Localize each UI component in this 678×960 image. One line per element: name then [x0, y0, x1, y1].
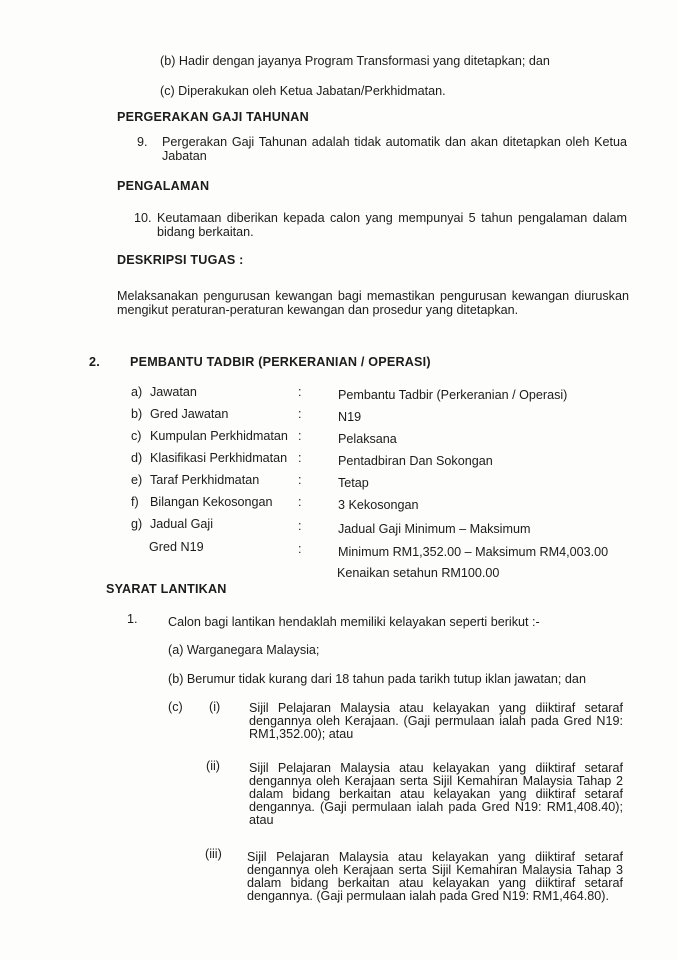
row-value: Pembantu Tadbir (Perkeranian / Operasi)	[338, 388, 568, 402]
subitem-text: Sijil Pelajaran Malaysia atau kelayakan yang diiktiraf setaraf dengannya oleh Kerajaan serta Sijil Kemahiran Malaysia Tahap 3 dalam bidang berkaitan atau kelayakan yang diiktiraf setaraf dengannya. (Gaji permulaan ialah pada Gred N19: RM1,464.80).	[247, 850, 623, 903]
syarat-c-label: (c)	[168, 700, 183, 714]
subitem-number: (i)	[209, 700, 221, 714]
row-value: 3 Kekosongan	[338, 498, 419, 512]
row-value: Jadual Gaji Minimum – Maksimum	[338, 522, 531, 536]
subitem-text: Sijil Pelajaran Malaysia atau kelayakan yang diiktiraf setaraf dengannya oleh Kerajaan. (Gaji permulaan ialah pada Gred N19: RM1,352.00); atau	[249, 701, 623, 741]
syarat-heading: SYARAT LANTIKAN	[106, 582, 227, 596]
pergerakan-number: 9.	[137, 135, 148, 149]
row-colon: :	[298, 407, 302, 421]
pengalaman-text: Keutamaan diberikan kepada calon yang mempunyai 5 tahun pengalaman dalam bidang berkaitan.	[157, 211, 627, 239]
row-label: Jawatan	[150, 385, 197, 399]
row-colon: :	[298, 542, 302, 556]
row-letter: e)	[131, 473, 143, 487]
row-label: Taraf Perkhidmatan	[150, 473, 260, 487]
section-title: PEMBANTU TADBIR (PERKERANIAN / OPERASI)	[130, 355, 431, 369]
row-colon: :	[298, 385, 302, 399]
row-label: Gred Jawatan	[150, 407, 229, 421]
pergerakan-heading: PERGERAKAN GAJI TAHUNAN	[117, 110, 309, 124]
subitem-text: Sijil Pelajaran Malaysia atau kelayakan yang diiktiraf setaraf dengannya oleh Kerajaan serta Sijil Kemahiran Malaysia Tahap 2 dalam bidang berkaitan atau kelayakan yang diiktiraf setaraf dengannya. (Gaji permulaan ialah pada Gred N19: RM1,408.40); atau	[249, 761, 623, 827]
gred-value: Minimum RM1,352.00 – Maksimum RM4,003.00	[338, 545, 609, 559]
row-value: Tetap	[338, 476, 369, 490]
row-value: Pelaksana	[338, 432, 397, 446]
row-colon: :	[298, 519, 302, 533]
row-label: Jadual Gaji	[150, 517, 214, 531]
row-label: Klasifikasi Perkhidmatan	[150, 451, 288, 465]
deskripsi-text: Melaksanakan pengurusan kewangan bagi memastikan pengurusan kewangan diuruskan mengikut peraturan-peraturan kewangan dan prosedur yang ditetapkan.	[117, 289, 629, 317]
row-value: Pentadbiran Dan Sokongan	[338, 454, 493, 468]
row-colon: :	[298, 473, 302, 487]
syarat-number: 1.	[127, 612, 138, 626]
row-label: Bilangan Kekosongan	[150, 495, 273, 509]
subitem-number: (iii)	[205, 847, 222, 861]
row-letter: b)	[131, 407, 143, 421]
row-letter: g)	[131, 517, 143, 531]
item-b: (b) Hadir dengan jayanya Program Transformasi yang ditetapkan; dan	[160, 54, 550, 68]
row-label: Kumpulan Perkhidmatan	[150, 429, 288, 443]
syarat-intro: Calon bagi lantikan hendaklah memiliki kelayakan seperti berikut :-	[168, 615, 540, 629]
row-colon: :	[298, 451, 302, 465]
pergerakan-text: Pergerakan Gaji Tahunan adalah tidak automatik dan akan ditetapkan oleh Ketua Jabatan	[162, 135, 627, 163]
syarat-a: (a) Warganegara Malaysia;	[168, 643, 320, 657]
row-value: N19	[338, 410, 362, 424]
gred-label: Gred N19	[149, 540, 204, 554]
row-letter: f)	[131, 495, 139, 509]
section-number: 2.	[89, 355, 100, 369]
subitem-number: (ii)	[206, 759, 220, 773]
row-letter: c)	[131, 429, 142, 443]
row-letter: d)	[131, 451, 143, 465]
row-letter: a)	[131, 385, 143, 399]
row-colon: :	[298, 429, 302, 443]
pengalaman-number: 10.	[134, 211, 152, 225]
item-c: (c) Diperakukan oleh Ketua Jabatan/Perkhidmatan.	[160, 84, 446, 98]
kenaikan-text: Kenaikan setahun RM100.00	[337, 566, 500, 580]
deskripsi-heading: DESKRIPSI TUGAS :	[117, 253, 244, 267]
row-colon: :	[298, 495, 302, 509]
syarat-b: (b) Berumur tidak kurang dari 18 tahun pada tarikh tutup iklan jawatan; dan	[168, 672, 586, 686]
pengalaman-heading: PENGALAMAN	[117, 179, 210, 193]
